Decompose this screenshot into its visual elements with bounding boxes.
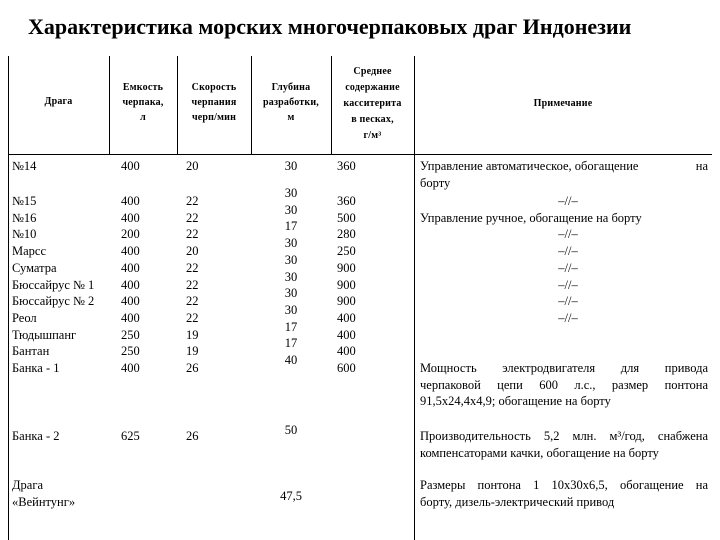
note-automatic: Управление автоматическое, обогащение на борту: [420, 159, 708, 190]
note-ditto: –//–: [558, 194, 578, 208]
group-contents: [337, 193, 356, 377]
row-14-capacity: 400: [121, 159, 140, 173]
list-item: 22: [186, 294, 199, 309]
list-item: 22: [186, 310, 199, 325]
group-capacities: [121, 193, 140, 377]
header-speed: Скорость черпания черп/мин: [191, 82, 237, 123]
list-item: 22: [186, 210, 199, 225]
list-item: 250: [121, 327, 140, 342]
list-item: 19: [186, 327, 199, 342]
list-item: 250: [337, 244, 356, 259]
list-item: 40: [284, 353, 298, 368]
dredge-table: [8, 56, 712, 540]
list-item: 400: [121, 210, 140, 225]
list-item: Тюдышпанг: [12, 327, 77, 342]
note-ditto: –//–: [558, 244, 578, 258]
row-weintung-depth: 47,5: [280, 489, 302, 503]
list-item: 30: [284, 186, 298, 200]
list-item: Банка - 1: [12, 361, 60, 376]
list-item: 200: [121, 227, 140, 242]
list-item: 400: [121, 361, 140, 376]
list-item: 400: [121, 194, 140, 208]
row-14-speed: 20: [186, 159, 199, 173]
list-item: Бюссайрус № 2: [12, 294, 95, 309]
list-item: 19: [186, 344, 199, 359]
list-item: 900: [337, 260, 356, 275]
list-item: 22: [186, 227, 199, 242]
list-item: Реол: [12, 310, 37, 325]
group-depths: [251, 185, 331, 369]
list-item: 30: [284, 269, 298, 284]
list-item: 900: [337, 294, 356, 309]
list-item: 280: [337, 227, 356, 242]
list-item: 30: [284, 252, 298, 267]
note-motor: Мощность электродвигателя для привода черпаковой цепи 600 л.с., размер понтона 91,5х24,4х4,9; обогащение на борту: [420, 361, 708, 409]
list-item: 600: [337, 361, 356, 376]
row-banka2-speed: 26: [186, 429, 199, 443]
list-item: 22: [186, 277, 199, 292]
list-item: 17: [284, 219, 298, 234]
list-item: 500: [337, 210, 356, 225]
list-item: 400: [121, 244, 140, 259]
table-border-left: [8, 56, 9, 540]
list-item: 30: [284, 302, 298, 317]
list-item: №10: [12, 227, 37, 242]
list-item: 400: [121, 310, 140, 325]
header-draga: Драга: [44, 96, 73, 107]
list-item: 400: [337, 327, 356, 342]
list-item: 360: [337, 194, 356, 208]
column-divider: [414, 56, 415, 540]
page-title: Характеристика морских многочерпаковых драг Индонезии: [28, 14, 632, 39]
list-item: 17: [284, 336, 298, 351]
row-banka2-capacity: 625: [121, 429, 140, 443]
row-banka2-name: Банка - 2: [12, 429, 60, 443]
note-pontoon: Размеры понтона 1 10х30х6,5, обогащение на борту, дизель-электрический привод: [420, 478, 708, 509]
list-item: Суматра: [12, 260, 57, 275]
header-content: Среднее содержание касситерита в песках, г/м³: [343, 66, 402, 141]
row-14-name: №14: [12, 159, 37, 173]
list-item: №16: [12, 210, 37, 225]
note-manual: Управление ручное, обогащение на борту: [420, 211, 642, 225]
group-names: [12, 193, 94, 377]
header-underline: [8, 154, 712, 155]
header-capacity: Емкость черпака, л: [122, 82, 164, 123]
list-item: 20: [186, 244, 199, 259]
list-item: 30: [284, 236, 298, 251]
note-ditto: –//–: [558, 227, 578, 241]
list-item: №15: [12, 194, 37, 208]
list-item: 17: [284, 319, 298, 334]
header-depth: Глубина разработки, м: [262, 82, 319, 123]
list-item: 250: [121, 344, 140, 359]
list-item: 26: [186, 361, 199, 376]
list-item: Бюссайрус № 1: [12, 277, 95, 292]
row-14-depth: 30: [284, 159, 298, 173]
list-item: 400: [121, 294, 140, 309]
note-productivity: Производительность 5,2 млн. м³/год, снабжена компенсаторами качки, обогащение на борту: [420, 429, 708, 460]
list-item: 400: [121, 277, 140, 292]
row-14-content: 360: [337, 159, 356, 173]
list-item: Марсс: [12, 244, 47, 259]
header-note: Примечание: [533, 98, 593, 109]
list-item: 400: [121, 260, 140, 275]
list-item: 22: [186, 194, 199, 208]
note-ditto: –//–: [558, 261, 578, 275]
list-item: 30: [284, 286, 298, 301]
list-item: Бантан: [12, 344, 50, 359]
note-ditto: –//–: [558, 294, 578, 308]
note-ditto: –//–: [558, 278, 578, 292]
list-item: 400: [337, 310, 356, 325]
list-item: 30: [284, 202, 298, 217]
list-item: 400: [337, 344, 356, 359]
group-speeds: [186, 193, 199, 377]
list-item: 900: [337, 277, 356, 292]
row-banka2-depth: 50: [284, 423, 298, 437]
note-ditto: –//–: [558, 311, 578, 325]
row-weintung-name: Драга «Вейнтунг»: [12, 478, 76, 509]
list-item: 22: [186, 260, 199, 275]
